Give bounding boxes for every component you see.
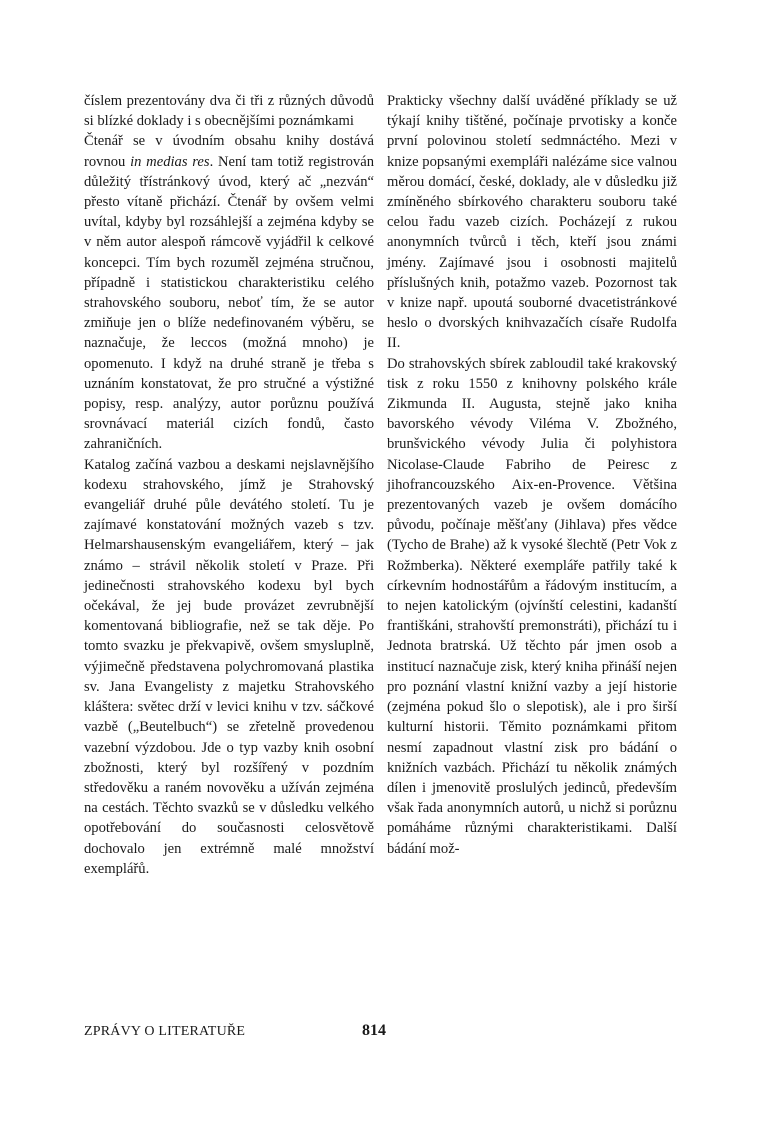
paragraph: Katalog začíná vazbou a deskami nejslavnějšího kodexu strahovského, jímž je Strahovský evangeliář druhé půle devátého století. Tu je zajímavé konstatování možných vazeb s tzv. Helmarshausenským evangeliářem, který – jak známo – strávil několik století v Praze. Při jedinečnosti strahovského kodexu byl bych očekával, že jej bude provázet zevrubnější komentovaná bibliografie, než se tak děje. Po tomto svazku je překvapivě, ovšem smysluplně, výjimečně představena polychromovaná plastika sv. Jana Evangelisty z majetku Strahovského kláštera: světec drží v levici knihu v tzv. sáčkové vazbě („Beutelbuch“) se zřetelně provedenou vazební výzdobou. Jde o typ vazby knih osobní zbožnosti, který byl rozšířený v pozdním středověku a raném novověku a užíván zejména na cestách. Těchto svazků se v důsledku velkého opotřebování do současnosti celosvětově dochovalo jen extrémně malé množství exemplářů. — [84, 456, 374, 877]
paragraph: číslem prezentovány dva či tři z různých důvodů si blízké doklady i s obecnějšími poznámkami — [84, 93, 374, 130]
running-footer-title: ZPRÁVY O LITERATUŘE — [84, 1024, 246, 1039]
paragraph: Prakticky všechny další uváděné příklady se už týkají knihy tištěné, počínaje prvotisky a konče první polovinou století sedmnáctého. Mezi v knize popsanými exempláři nalézáme sice valnou měrou domácí, české, doklady, ale v důsledku již zmíněného sbírkového charakteru souboru také celou řadu vazeb cizích. Pocházejí z rukou anonymních tvůrců i těch, kteří jsou známi jmény. Zajímavé jsou i osobnosti majitelů příslušných knih, potažmo vazeb. Pozornost tak v knize např. upoutá souborné dvacetistránkové heslo o dvorských knihvazačích císaře Rudolfa II. — [387, 93, 677, 352]
left-text-column — [84, 91, 374, 879]
page-number: 814 — [362, 1022, 386, 1039]
paragraph: Čtenář se v úvodním obsahu knihy dostává rovnou in medias res. Není tam totiž registrován důležitý třístránkový úvod, který ač „nezván“ přesto vítaně přichází. Čtenář by ovšem velmi uvítal, kdyby byl rozsáhlejší a zejména kdyby se v něm autor alespoň rámcově vyjádřil k celkové koncepci. Tím bych rozuměl zejména stručnou, případně i statistickou charakteristiku celého strahovského souboru, neboť tím, že se autor zmiňuje jen o blíže nedefinovaném výběru, se naznačuje, že leccos (možná mnoho) je opomenuto. I když na druhé straně je třeba s uznáním konstatovat, že pro stručné a výstižné popisy, resp. analýzy, autor porůznu používá srovnávací materiál cizích fondů, často zahraničních. — [84, 133, 374, 453]
right-text-column — [387, 91, 677, 859]
latin-phrase: in medias res — [130, 153, 210, 170]
paragraph: Do strahovských sbírek zabloudil také krakovský tisk z roku 1550 z knihovny polského krále Zikmunda II. Augusta, stejně jako kniha bavorského vévody Viléma V. Zbožného, brunšvického vévody Julia či polyhistora Nicolase-Claude Fabriho de Peiresc z jihofrancouzského Aix-en-Provence. Většina prezentovaných vazeb je ovšem domácího původu, počínaje měšťany (Jihlava) přes vědce (Tycho de Brahe) až k vysoké šlechtě (Petr Vok z Rožmberka). Některé exempláře patřily také k církevním hodnostářům a řádovým institucím, a to nejen katolickým (ojvínští celestini, kadanští františkáni, strahovští premonstráti), přichází tu i Jednota bratrská. Už těchto pár jmen osob a institucí naznačuje zisk, který kniha přináší nejen pro poznání vlastní knižní vazby a její historie (zejména pokud šlo o slepotisk), ale i pro širší kulturní historii. Těmito poznámkami přitom nesmí zapadnout vlastní zisk pro bádání o knižních vazbách. Přichází tu několik známých dílen i jmenovitě proslulých jedinců, především však řada anonymních autorů, u nichž si porůznu pomáháme různými charakteristikami. Další bádání mož- — [387, 355, 677, 857]
